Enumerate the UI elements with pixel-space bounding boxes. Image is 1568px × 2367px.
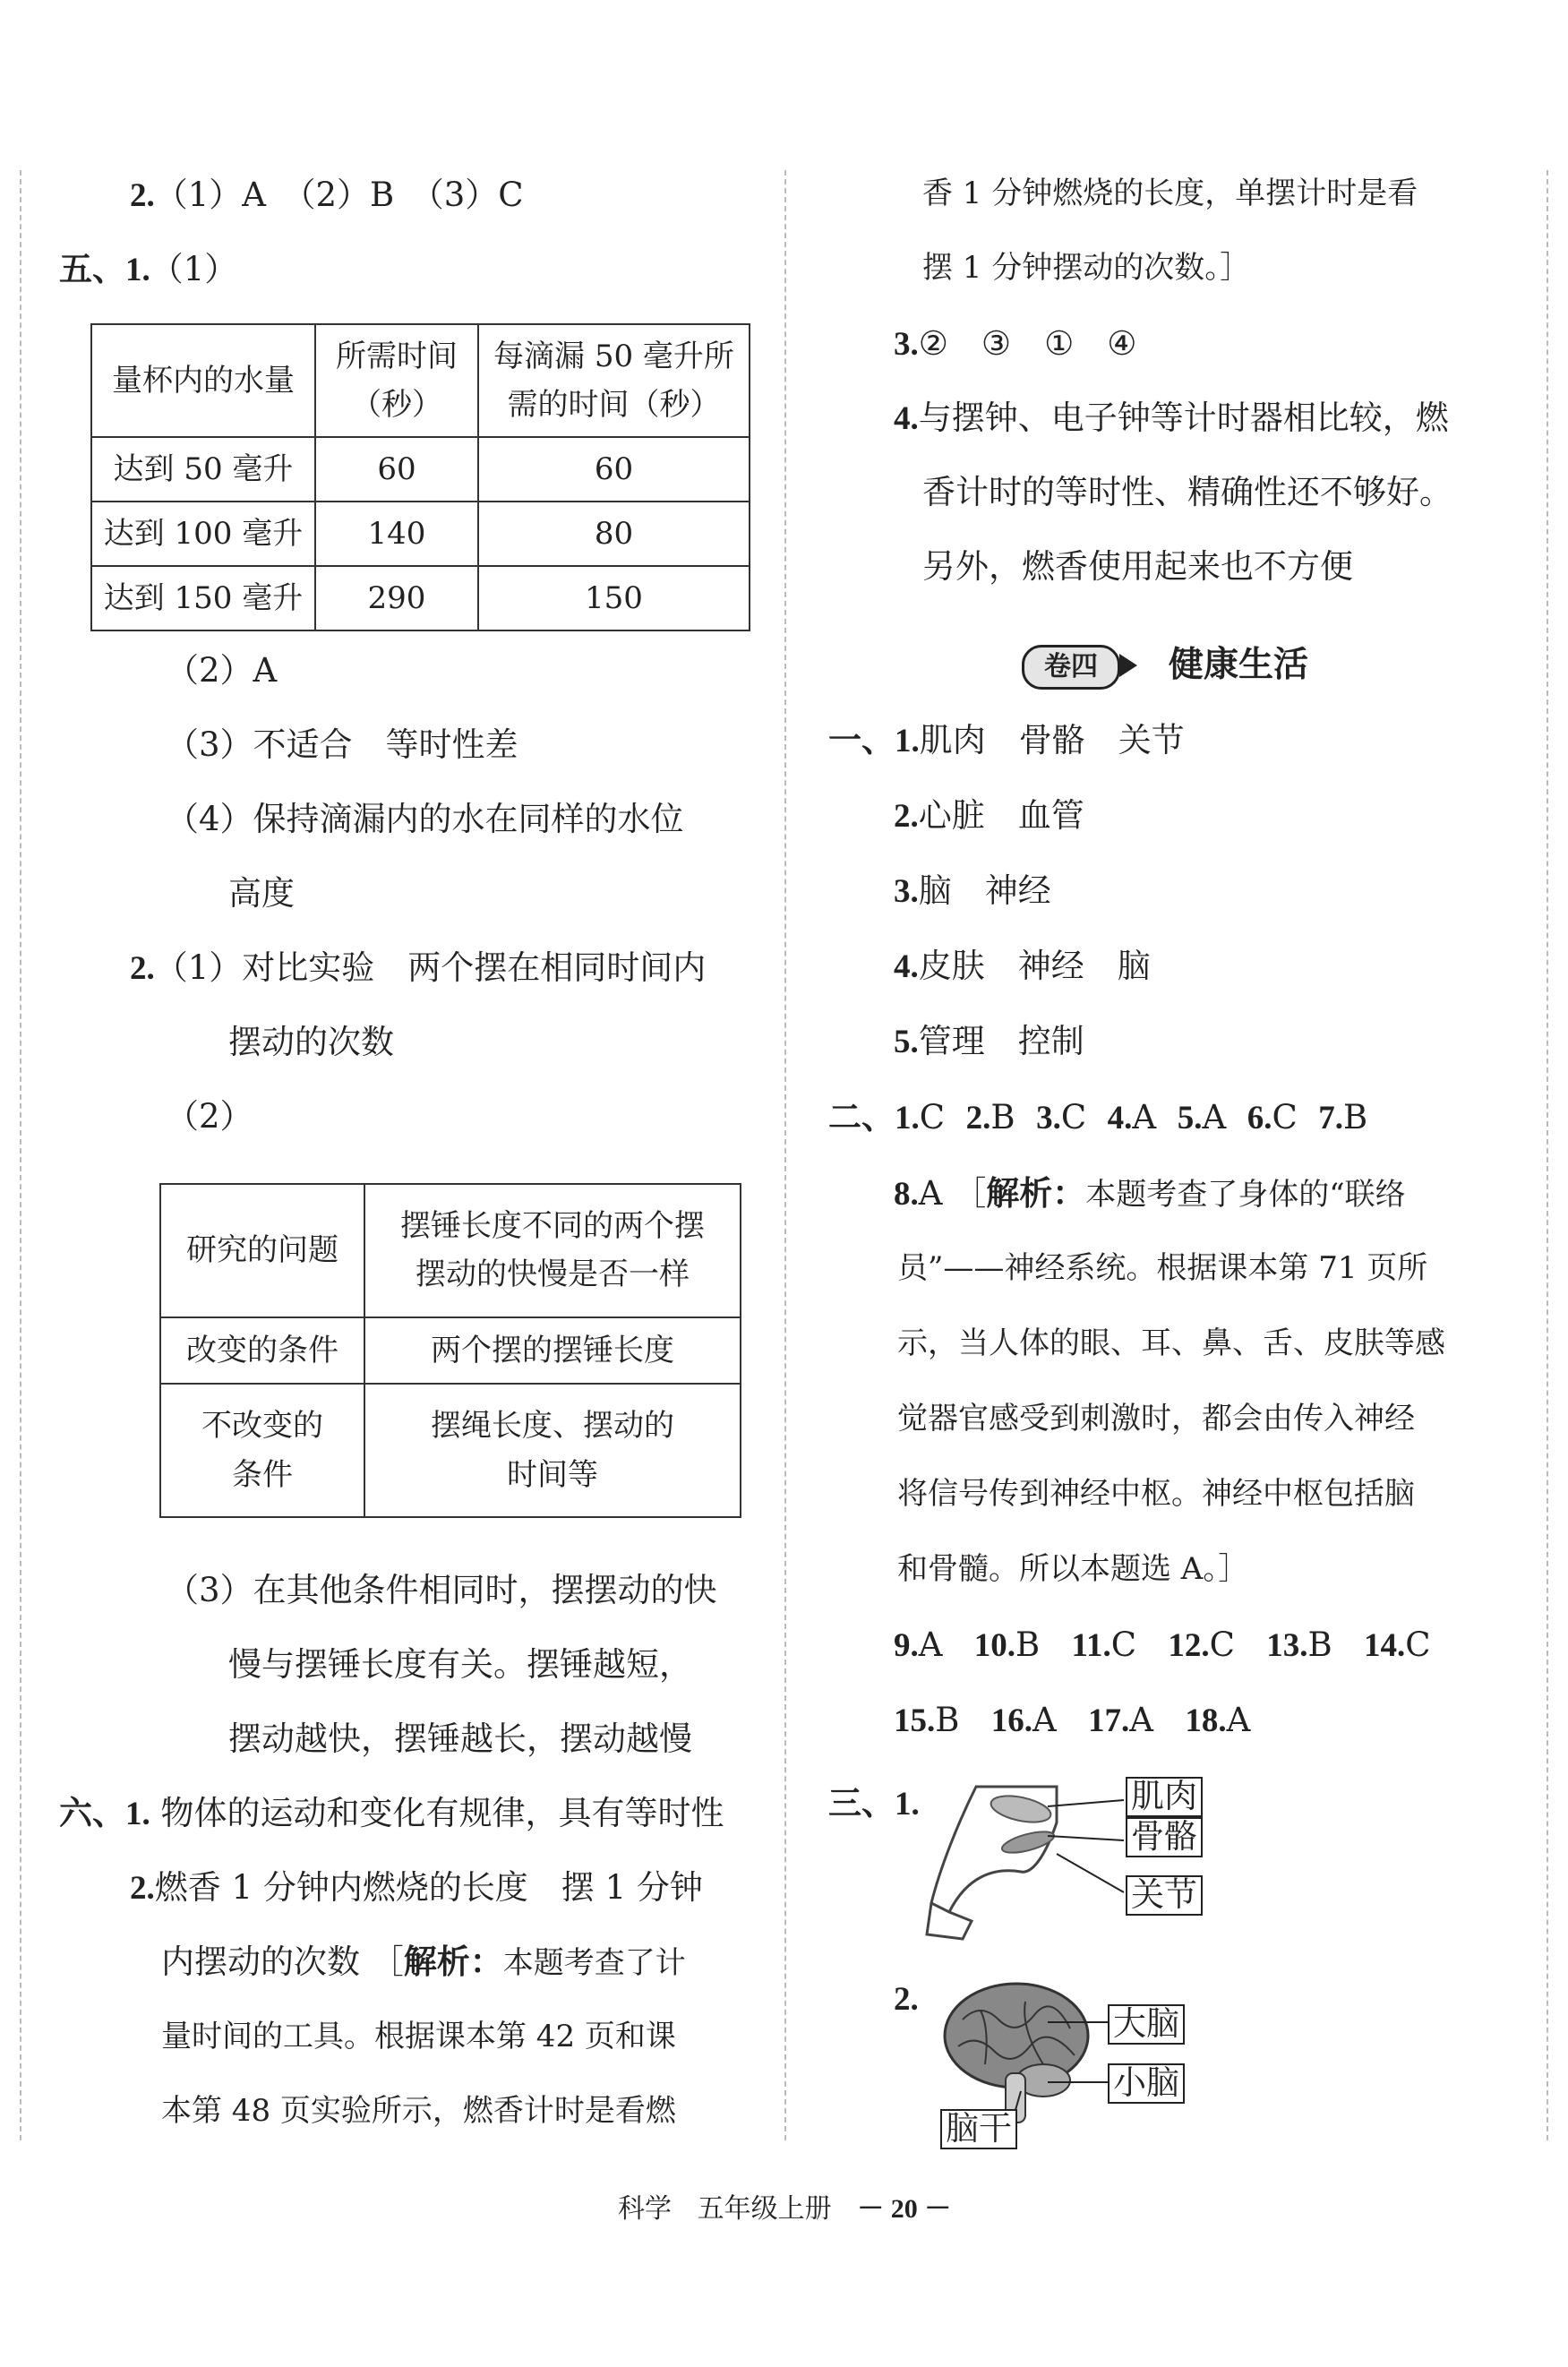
cell: 150: [478, 566, 750, 630]
footer: [618, 2193, 952, 2225]
answer-2: [130, 178, 524, 212]
q-num: 14.: [1363, 1627, 1406, 1664]
q-num: 2.: [965, 1100, 991, 1136]
foot-outline: [927, 1903, 972, 1939]
center-divider: [784, 170, 786, 2140]
analysis-label: 解析：: [403, 1944, 503, 1981]
answer-text: 肌肉 骨骼 关节: [919, 721, 1185, 759]
cell-unchanged: [364, 1384, 741, 1517]
brain-pointers: [1012, 2006, 1110, 2140]
label-bone: 骨骼: [1126, 1817, 1203, 1857]
choice: B: [935, 1701, 960, 1739]
q-num: 4.: [894, 400, 919, 437]
cell: 60: [315, 437, 478, 502]
choice: B: [1015, 1625, 1041, 1664]
sec1-q3: [894, 871, 1051, 910]
section-6-q2-line4: 本第 48 页实验所示，燃香计时是看燃: [161, 2093, 676, 2129]
joint-pointer: [1057, 1854, 1124, 1892]
sec2-q8-line4: 觉器官感受到刺激时，都会由传入神经: [897, 1401, 1415, 1436]
cell-line: 摆绳长度、摆动的: [431, 1408, 674, 1445]
q-num: 4.: [1107, 1100, 1133, 1136]
analysis-label: 解析：: [986, 1176, 1086, 1213]
q-num: 13.: [1266, 1627, 1308, 1664]
cell-line: 摆锤长度不同的两个摆: [400, 1208, 705, 1244]
choice: C: [1272, 1098, 1298, 1136]
q-num: 4.: [894, 948, 919, 985]
answer-text: 燃香 1 分钟内燃烧的长度 摆 1 分钟: [154, 1868, 703, 1907]
section-num: 二、: [828, 1100, 895, 1136]
answer-text: （1）A （2）B （3）C: [154, 176, 524, 214]
sec1-q1: [828, 721, 1185, 759]
q-num: 3.: [1036, 1100, 1061, 1136]
q-num: 11.: [1071, 1627, 1111, 1664]
q-num: 15.: [894, 1702, 936, 1739]
bone-shape: [1000, 1828, 1057, 1857]
answer-5-2-line2: 摆动的次数: [228, 1023, 394, 1061]
sec3-q2-num: 2.: [894, 1981, 919, 2018]
answer-text: 皮肤 神经 脑: [918, 947, 1151, 985]
header-per50-1: 每滴漏 50 毫升所: [493, 338, 734, 374]
cell-line: 时间等: [507, 1456, 598, 1493]
cell-changed-label: 改变的条件: [160, 1317, 364, 1384]
pendulum-table: [159, 1183, 741, 1518]
analysis-text: 本题考查了计: [502, 1945, 686, 1981]
answer-text: 心脏 血管: [918, 796, 1084, 835]
choice: A: [1129, 1701, 1154, 1739]
q-num: 8.: [894, 1176, 919, 1213]
sec2-q8-line5: 将信号传到神经中枢。神经中枢包括脑: [897, 1476, 1415, 1512]
sec2-row1: [828, 1098, 1368, 1136]
answer-text: 管理 控制: [918, 1022, 1084, 1060]
q-num: 5.: [1177, 1100, 1203, 1136]
sec1-q4: [894, 949, 1151, 983]
q-num: 2.: [130, 177, 155, 214]
section-5-heading: [59, 250, 238, 288]
choice: A: [1032, 1701, 1057, 1739]
header-time: [315, 324, 478, 437]
choice: B: [1343, 1098, 1368, 1136]
section-6-q2-line3: 量时间的工具。根据课本第 42 页和课: [161, 2019, 676, 2054]
choice: C: [1209, 1625, 1235, 1664]
cell: 80: [478, 502, 750, 566]
q-num: 17.: [1088, 1702, 1130, 1739]
section-num: 五、1.: [59, 252, 150, 288]
choice: A: [1226, 1701, 1251, 1739]
answer-5-2-line1: [130, 948, 707, 987]
answer-5-1-2: （2）A: [166, 651, 278, 690]
answer-text: 脑 神经: [918, 871, 1051, 910]
q-num: 7.: [1318, 1100, 1344, 1136]
answer-5-2-sub2: （2）: [166, 1097, 253, 1136]
answer-6-4-line2: 香计时的等时性、精确性还不够好。: [922, 473, 1452, 511]
unit-badge: 卷四: [1022, 645, 1120, 690]
analysis-text: 本题考查了身体的“联络: [1085, 1177, 1406, 1213]
sec2-q8-line2: 员”——神经系统。根据课本第 71 页所: [897, 1250, 1428, 1286]
label-cerebrum: 大脑: [1108, 2004, 1185, 2045]
cell-changed: 两个摆的摆锤长度: [364, 1317, 741, 1384]
answer-5-2-sub3-line3: 摆动越快，摆锤越长，摆动越慢: [228, 1720, 692, 1758]
left-margin-line: [20, 170, 21, 2140]
label-joint: 关节: [1126, 1875, 1203, 1916]
q-num: 2.: [894, 798, 919, 835]
water-clock-table: [90, 323, 750, 631]
label-cerebellum: 小脑: [1108, 2063, 1185, 2104]
answer-text: 与摆钟、电子钟等计时器相比较，燃: [918, 399, 1449, 437]
answer-6-3: [894, 324, 1137, 363]
cell-line: 条件: [232, 1456, 293, 1493]
cell: 290: [315, 566, 478, 630]
cell: 达到 100 毫升: [91, 502, 315, 566]
answer-5-1-3: （3）不适合 等时性差: [166, 725, 518, 764]
sec2-q8-line3: 示，当人体的眼、耳、鼻、舌、皮肤等感: [897, 1325, 1445, 1361]
section-num: 一、1.: [828, 723, 920, 759]
choice: A: [918, 1625, 943, 1664]
section-num: 六、1.: [59, 1796, 150, 1832]
footer-subject: 科学: [618, 2193, 672, 2225]
header-time-1: 所需时间: [336, 338, 458, 374]
q-num: 12.: [1168, 1627, 1210, 1664]
sec2-q8-line1: [894, 1174, 1406, 1213]
right-margin-line: [1547, 170, 1548, 2140]
choice: C: [919, 1098, 946, 1136]
sec1-q2: [894, 796, 1084, 835]
footer-grade: 五年级上册: [697, 2193, 832, 2225]
unit-arrow-icon: [1119, 654, 1137, 677]
cell: 达到 150 毫升: [91, 566, 315, 630]
q-num: 2.: [130, 1870, 155, 1907]
answer-text: 内摆动的次数 ［: [161, 1942, 404, 1981]
choice: A: [1132, 1098, 1157, 1136]
q-num: 3.: [894, 873, 919, 910]
answer-5-2-sub3-line1: （3）在其他条件相同时，摆摆动的快: [166, 1571, 717, 1609]
q-num: 16.: [990, 1702, 1032, 1739]
q-num: 18.: [1185, 1702, 1227, 1739]
answer-5-1-4-line1: （4）保持滴漏内的水在同样的水位: [166, 800, 684, 838]
sec1-q5: [894, 1022, 1084, 1060]
answer-text: ② ③ ① ④: [918, 324, 1137, 363]
section-6-q2-line1: [130, 1868, 703, 1907]
choice: C: [1110, 1625, 1137, 1664]
cell-line: 不改变的: [201, 1408, 323, 1445]
q-num: 3.: [894, 326, 919, 363]
choice: C: [1060, 1098, 1087, 1136]
choice: C: [1405, 1625, 1431, 1664]
q-num: 6.: [1247, 1100, 1272, 1136]
q-num: 5.: [894, 1024, 919, 1060]
header-water: 量杯内的水量: [91, 324, 315, 437]
muscle-shape: [989, 1791, 1053, 1827]
section-6-q1: [59, 1794, 724, 1832]
cell: 60: [478, 437, 750, 502]
label-muscle: 肌肉: [1126, 1777, 1203, 1817]
choice: B: [990, 1098, 1015, 1136]
sec3-num: 三、1.: [828, 1786, 920, 1822]
answer-6-4-line3: 另外，燃香使用起来也不方便: [922, 547, 1353, 586]
cell-line: 摆动的快慢是否一样: [416, 1256, 690, 1293]
answer-5-1-4-line2: 高度: [228, 874, 295, 913]
bone-pointer: [1048, 1836, 1124, 1840]
cell-unchanged-label: [160, 1384, 364, 1517]
muscle-pointer: [1048, 1800, 1124, 1806]
q-num: 9.: [894, 1627, 919, 1664]
sub-num: （1）: [150, 250, 238, 288]
answer-text: 物体的运动和变化有规律，具有等时性: [160, 1794, 724, 1832]
label-brainstem: 脑干: [940, 2109, 1017, 2149]
unit-title: 健康生活: [1169, 646, 1309, 684]
sec2-row9: [894, 1625, 1431, 1664]
sec2-row15: [894, 1703, 1250, 1737]
section-6-q2-line2: [161, 1942, 686, 1981]
page-number: － 20 －: [857, 2194, 952, 2224]
analysis-cont-line1: 香 1 分钟燃烧的长度，单摆计时是看: [922, 176, 1418, 211]
q-num: 2.: [130, 950, 155, 987]
q-num: 1.: [895, 1100, 920, 1136]
choice: A ［: [918, 1174, 987, 1213]
q-num: 10.: [973, 1627, 1016, 1664]
answer-6-4-line1: [894, 401, 1449, 435]
analysis-cont-line2: 摆 1 分钟摆动的次数。］: [922, 250, 1251, 286]
answer-text: （1）对比实验 两个摆在相同时间内: [154, 948, 707, 987]
choice: B: [1307, 1625, 1332, 1664]
sec2-q8-line6: 和骨髓。所以本题选 A。］: [897, 1551, 1249, 1587]
header-time-2: （秒）: [351, 387, 442, 423]
cell-question-label: 研究的问题: [160, 1184, 364, 1317]
choice: A: [1202, 1098, 1227, 1136]
cell-question: [364, 1184, 741, 1317]
header-per50: [478, 324, 750, 437]
cell: 140: [315, 502, 478, 566]
header-per50-2: 需的时间（秒）: [507, 387, 721, 423]
answer-5-2-sub3-line2: 慢与摆锤长度有关。摆锤越短，: [228, 1645, 692, 1684]
cell: 达到 50 毫升: [91, 437, 315, 502]
